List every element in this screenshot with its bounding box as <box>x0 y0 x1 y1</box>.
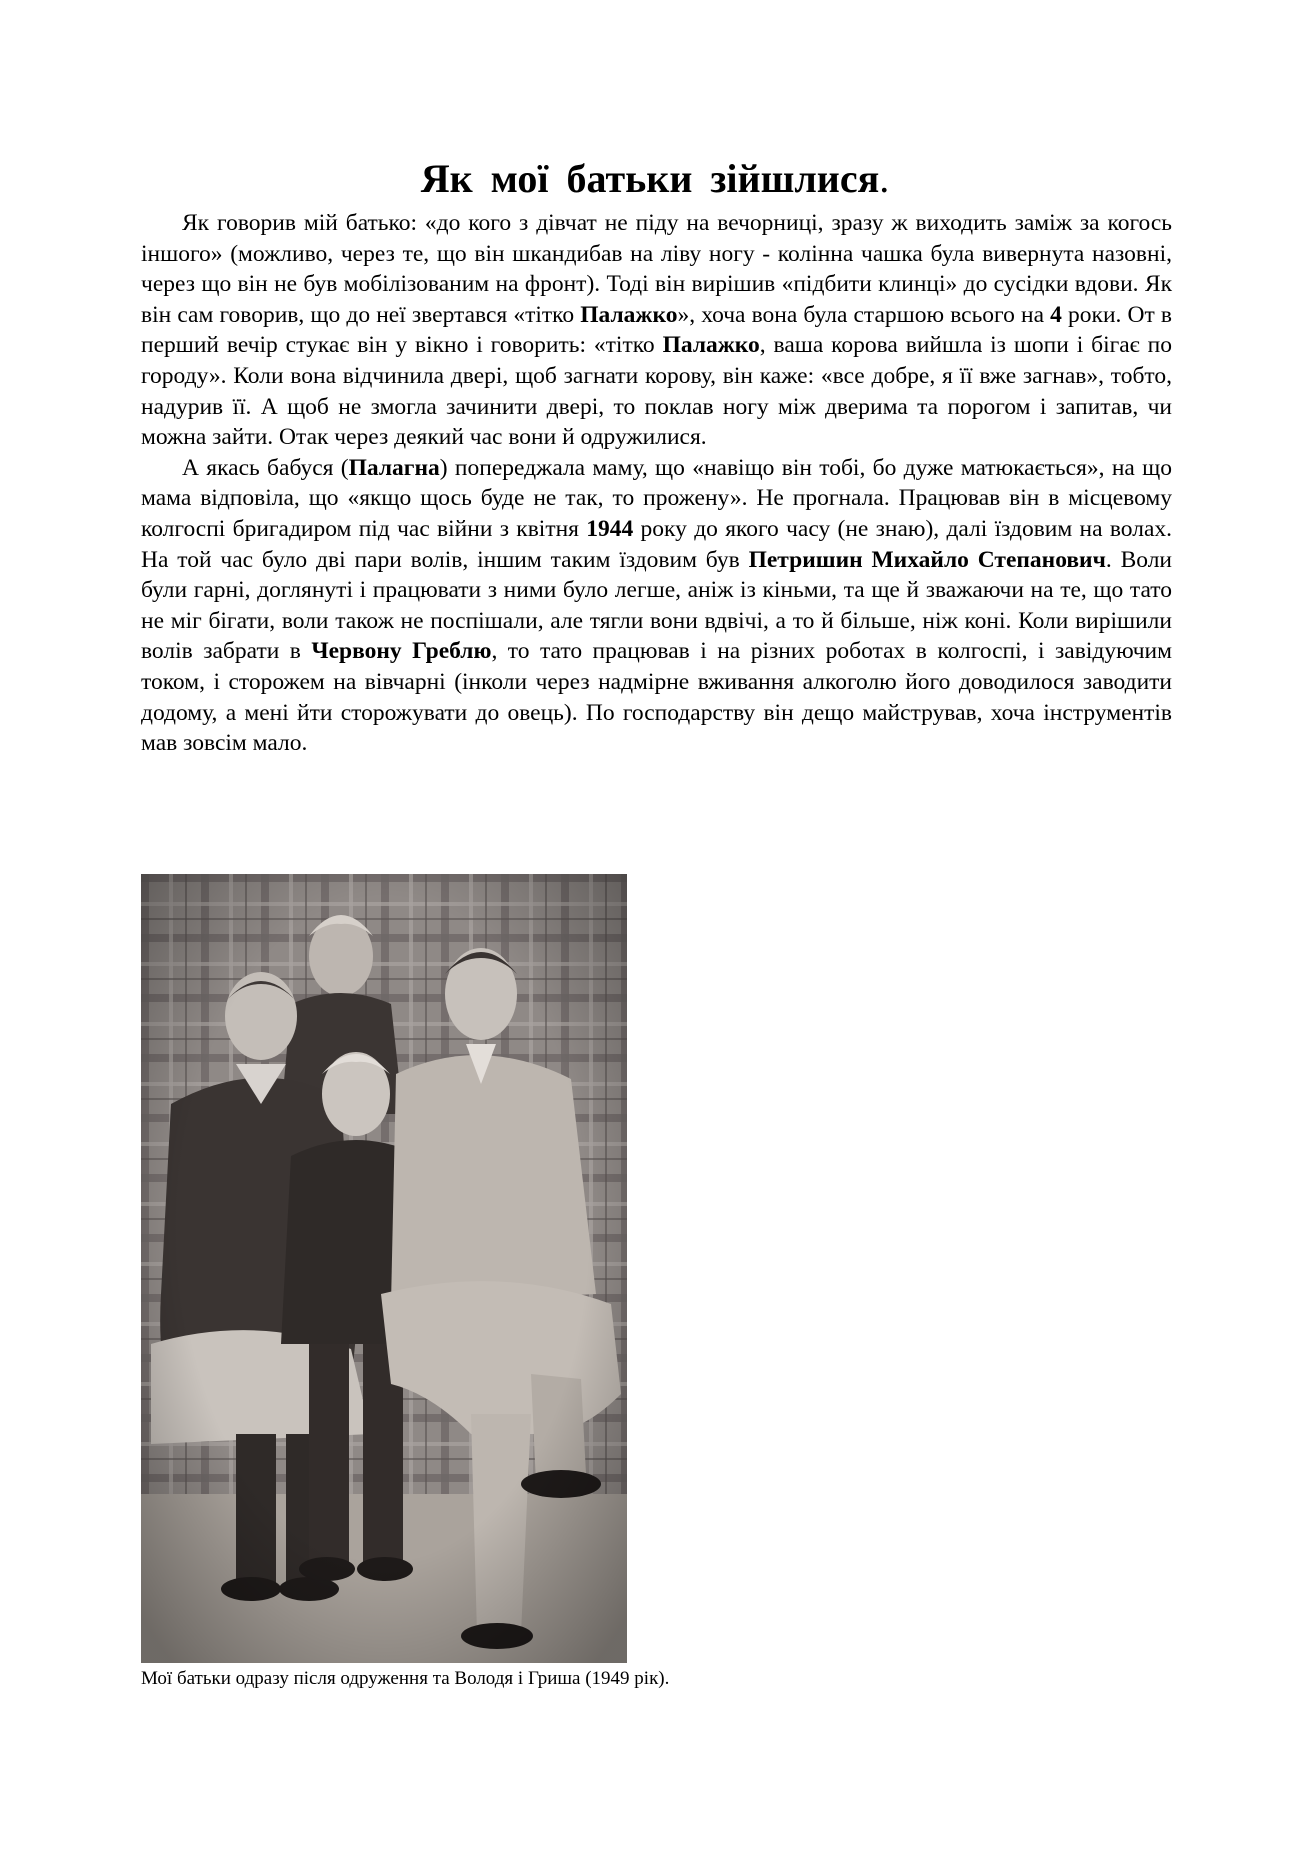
page-title <box>0 151 1310 207</box>
text-run: », хоча вона була старшою всього на <box>677 301 1051 328</box>
name-palahna: Палагна <box>348 454 440 481</box>
text-run: А якась бабуся ( <box>182 454 349 481</box>
paragraph-2 <box>141 453 1172 759</box>
name-palazhko: Палажко <box>662 332 760 359</box>
place-chervona-hreblia: Червону Греблю <box>311 638 492 665</box>
name-petryshyn: Петришин Михайло Степанович <box>748 546 1106 573</box>
page-title-text: Як мої батьки зійшлися <box>420 155 880 201</box>
text-run: роки. От в перший вечір стукає він у вікно і говорить: «тітко <box>141 301 1172 359</box>
page-title-dot: . <box>879 155 890 201</box>
text-run: ) попереджала маму, що «навіщо він тобі, бо дуже матюкається», на що мама відповіла, що «якщо щось буде не так, то прожену». Не прогнала. Працював він в місцевому колгоспі бригадиром під час війни з квітня <box>141 454 1173 542</box>
text-run: Як говорив мій батько: «до кого з дівчат не піду на вечорниці, зразу ж виходить заміж за когось іншого» (можливо, через те, що він шкандибав на ліву ногу - колінна чашка була вивернута назовні, через що він не був мобілізованим на фронт). Тоді він вирішив «підбити клинці» до сусідки вдови. Як він сам говорив, що до неї звертався «тітко <box>141 210 1172 328</box>
family-photo <box>141 874 627 1663</box>
text-run: , ваша корова вийшла із шопи і бігає по городу». Коли вона відчинила двері, щоб загнати корову, він каже: «все добре, я її вже загнав», тобто, надурив її. А щоб не змогла зачинити двері, то поклав ногу між дверима та порогом і запитав, чи можна зайти. Отак через деякий час вони й одружилися. <box>141 332 1172 451</box>
age-difference: 4 <box>1050 301 1062 328</box>
photo-caption: Мої батьки одразу після одруження та Володя і Гриша (1949 рік). <box>141 1668 670 1689</box>
text-run: року до якого часу (не знаю), далі їздовим на волах. На той час було дві пари волів, іншим таким їздовим був <box>141 515 1172 573</box>
name-palazhko: Палажко <box>580 301 678 328</box>
year-1944: 1944 <box>586 515 634 542</box>
family-photo-icon <box>141 874 627 1663</box>
text-run: . Воли були гарні, доглянуті і працювати з ними було легше, аніж із кіньми, та ще й зважаючи на те, що тато не міг бігати, воли також не поспішали, але тягли вони вдвічі, а то й більше, ніж коні. Коли вирішили волів забрати в <box>141 546 1173 665</box>
paragraph-1 <box>141 208 1172 453</box>
body-text <box>141 208 1172 759</box>
text-run: , то тато працював і на різних роботах в колгоспі, і завідуючим током, і сторожем на вівчарні (інколи через надмірне вживання алкоголю його доводилося заводити додому, а мені йти сторожувати до овець). По господарству він дещо майстрував, хоча інструментів мав зовсім мало. <box>141 638 1172 757</box>
photo-vignette <box>141 874 627 1663</box>
